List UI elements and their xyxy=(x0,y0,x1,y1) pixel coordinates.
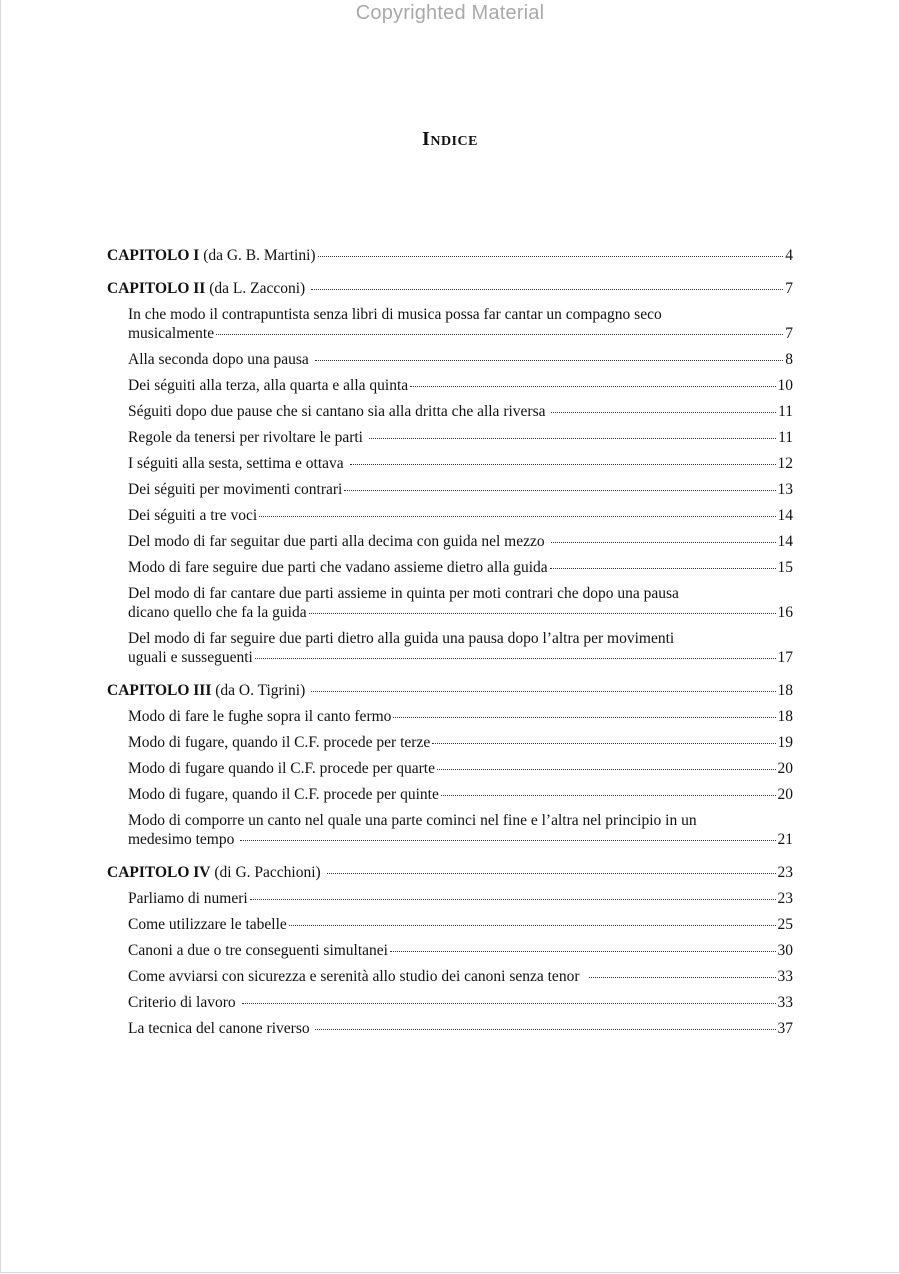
page-number: 10 xyxy=(777,377,793,394)
entry-title: Dei séguiti per movimenti contrari xyxy=(128,481,343,498)
dot-leader xyxy=(327,872,776,874)
chapter-label: CAPITOLO III xyxy=(107,682,212,699)
page-number: 30 xyxy=(777,942,793,959)
copyright-watermark: Copyrighted Material xyxy=(355,2,545,24)
page-number: 17 xyxy=(777,649,793,666)
chapter-author: (di G. Pacchioni) xyxy=(210,864,325,881)
page-number: 7 xyxy=(785,280,793,297)
toc-entry[interactable] xyxy=(107,889,793,908)
dot-leader xyxy=(250,898,776,900)
entry-title-line: Modo di comporre un canto nel quale una parte cominci nel fine e l’altra nel principio in un xyxy=(128,812,697,829)
entry-title: I séguiti alla sesta, settima e ottava xyxy=(128,455,348,472)
dot-leader xyxy=(242,1002,776,1004)
page-number: 19 xyxy=(777,734,793,751)
entry-title-line: In che modo il contrapuntista senza libri di musica possa far cantar un compagno seco xyxy=(128,306,662,323)
toc-chapter xyxy=(107,863,793,1038)
toc-entry[interactable] xyxy=(107,506,793,525)
toc-chapter-row[interactable] xyxy=(107,863,793,882)
chapter-author: (da G. B. Martini) xyxy=(199,247,316,264)
dot-leader xyxy=(589,976,775,978)
dot-leader xyxy=(551,541,776,543)
page-number: 23 xyxy=(777,890,793,907)
dot-leader xyxy=(255,657,776,659)
entry-title: Criterio di lavoro xyxy=(128,994,240,1011)
dot-leader xyxy=(441,794,776,796)
toc-entry[interactable] xyxy=(107,428,793,447)
toc-entry[interactable] xyxy=(107,733,793,752)
page-number: 21 xyxy=(777,831,793,848)
entry-title-line: dicano quello che fa la guida xyxy=(128,604,307,621)
entry-title-line: medesimo tempo xyxy=(128,831,239,848)
page-number: 18 xyxy=(777,682,793,699)
page-number: 37 xyxy=(777,1020,793,1037)
entry-title: Canoni a due o tre conseguenti simultanei xyxy=(128,942,388,959)
toc-entry[interactable] xyxy=(107,993,793,1012)
entry-title: Del modo di far seguitar due parti alla decima con guida nel mezzo xyxy=(128,533,549,550)
dot-leader xyxy=(410,385,775,387)
entry-title: Alla seconda dopo una pausa xyxy=(128,351,313,368)
chapter-label: CAPITOLO IV xyxy=(107,864,211,881)
entry-title: Modo di fugare, quando il C.F. procede per terze xyxy=(128,734,431,751)
page-number: 11 xyxy=(778,429,793,446)
chapter-label: CAPITOLO II xyxy=(107,280,206,297)
toc-entry[interactable] xyxy=(107,454,793,473)
page-number: 23 xyxy=(777,864,793,881)
toc-entry[interactable] xyxy=(107,785,793,804)
page-number: 20 xyxy=(777,760,793,777)
page-number: 33 xyxy=(777,968,793,985)
toc-chapter xyxy=(107,279,793,667)
page-number: 16 xyxy=(777,604,793,621)
page-number: 7 xyxy=(785,325,793,342)
page-number: 13 xyxy=(777,481,793,498)
toc-entry[interactable] xyxy=(107,629,793,667)
toc-chapter-row[interactable] xyxy=(107,246,793,265)
dot-leader xyxy=(432,742,775,744)
toc-entry[interactable] xyxy=(107,759,793,778)
page-number: 15 xyxy=(777,559,793,576)
page-number: 14 xyxy=(777,507,793,524)
dot-leader xyxy=(240,839,775,841)
entry-title: Parliamo di numeri xyxy=(128,890,248,907)
chapter-author: (da O. Tigrini) xyxy=(211,682,310,699)
page-number: 20 xyxy=(777,786,793,803)
toc-entry[interactable] xyxy=(107,480,793,499)
dot-leader xyxy=(309,612,776,614)
toc-chapter-row[interactable] xyxy=(107,279,793,298)
entry-title-line: musicalmente xyxy=(128,325,215,342)
dot-leader xyxy=(344,489,775,491)
toc-entry[interactable] xyxy=(107,376,793,395)
dot-leader xyxy=(315,1028,775,1030)
page-number: 12 xyxy=(777,455,793,472)
entry-title: Dei séguiti a tre voci xyxy=(128,507,258,524)
dot-leader xyxy=(437,768,776,770)
toc-entry[interactable] xyxy=(107,707,793,726)
dot-leader xyxy=(550,567,776,569)
dot-leader xyxy=(369,437,776,439)
toc-entry[interactable] xyxy=(107,350,793,369)
page-number: 25 xyxy=(777,916,793,933)
page-number: 8 xyxy=(785,351,793,368)
page-number: 33 xyxy=(777,994,793,1011)
page-number: 4 xyxy=(785,247,793,264)
dot-leader xyxy=(311,690,775,692)
entry-title: Modo di fare le fughe sopra il canto fermo xyxy=(128,708,392,725)
chapter-label: CAPITOLO I xyxy=(107,247,200,264)
entry-title: Regole da tenersi per rivoltare le parti xyxy=(128,429,367,446)
page-number: 11 xyxy=(778,403,793,420)
dot-leader xyxy=(289,924,776,926)
dot-leader xyxy=(390,950,776,952)
chapter-author: (da L. Zacconi) xyxy=(205,280,310,297)
entry-title: Dei séguiti alla terza, alla quarta e alla quinta xyxy=(128,377,409,394)
toc-chapter xyxy=(107,246,793,265)
toc-entry[interactable] xyxy=(107,941,793,960)
dot-leader xyxy=(315,359,784,361)
dot-leader xyxy=(259,515,775,517)
dot-leader xyxy=(350,463,776,465)
entry-title: Come avviarsi con sicurezza e serenità allo studio dei canoni senza tenor xyxy=(128,968,588,985)
page-title: Indice xyxy=(422,128,478,150)
toc-entry[interactable] xyxy=(107,532,793,551)
table-of-contents xyxy=(107,246,793,1052)
entry-title: Modo di fugare quando il C.F. procede per quarte xyxy=(128,760,435,777)
page-number: 18 xyxy=(777,708,793,725)
entry-title: Modo di fugare, quando il C.F. procede per quinte xyxy=(128,786,439,803)
toc-entry[interactable] xyxy=(107,1019,793,1038)
dot-leader xyxy=(393,716,775,718)
entry-title: Modo di fare seguire due parti che vadano assieme dietro alla guida xyxy=(128,559,548,576)
entry-title-line: Del modo di far seguire due parti dietro alla guida una pausa dopo l’altra per movimenti xyxy=(128,630,675,647)
dot-leader xyxy=(551,411,776,413)
toc-entry[interactable] xyxy=(107,558,793,577)
toc-entry[interactable] xyxy=(107,811,793,849)
toc-entry[interactable] xyxy=(107,402,793,421)
dot-leader xyxy=(216,333,783,335)
entry-title: Come utilizzare le tabelle xyxy=(128,916,287,933)
entry-title: Séguiti dopo due pause che si cantano sia alla dritta che alla riversa xyxy=(128,403,550,420)
toc-entry[interactable] xyxy=(107,584,793,622)
dot-leader xyxy=(318,255,784,257)
toc-entry[interactable] xyxy=(107,915,793,934)
toc-chapter-row[interactable] xyxy=(107,681,793,700)
entry-title-line: Del modo di far cantare due parti assieme in quinta per moti contrari che dopo una pausa xyxy=(128,585,679,602)
page-number: 14 xyxy=(777,533,793,550)
toc-chapter xyxy=(107,681,793,849)
dot-leader xyxy=(311,288,783,290)
toc-entry[interactable] xyxy=(107,967,793,986)
toc-entry[interactable] xyxy=(107,305,793,343)
entry-title-line: uguali e susseguenti xyxy=(128,649,253,666)
entry-title: La tecnica del canone riverso xyxy=(128,1020,314,1037)
